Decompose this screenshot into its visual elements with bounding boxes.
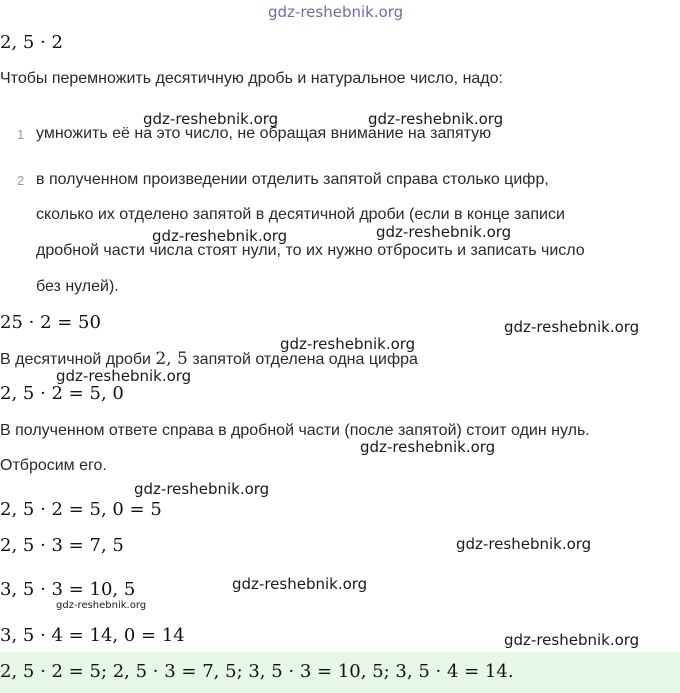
note-text: В десятичной дроби — [0, 351, 151, 368]
calc-line: 2, 5 · 3 = 7, 5 — [0, 535, 124, 556]
calc-line: 3, 5 · 4 = 14, 0 = 14 — [0, 625, 185, 646]
step-number: 1 — [17, 127, 25, 142]
answer-line: 2, 5 · 2 = 5; 2, 5 · 3 = 7, 5; 3, 5 · 3 = 10, 5; 3, 5 · 4 = 14. — [0, 661, 514, 682]
watermark: gdz-reshebnik.org — [368, 110, 504, 128]
watermark: gdz-reshebnik.org — [504, 631, 640, 649]
problem-expression: 2, 5 · 2 — [0, 32, 63, 53]
note-line: В полученном ответе справа в дробной части (после запятой) стоит один нуль. — [0, 422, 590, 439]
watermark: gdz-reshebnik.org — [56, 367, 192, 385]
step-text-line: сколько их отделено запятой в десятичной дроби (если в конце записи — [36, 206, 565, 223]
watermark: gdz-reshebnik.org — [56, 600, 147, 611]
note-text: запятой отделена одна цифра — [192, 351, 418, 368]
watermark: gdz-reshebnik.org — [360, 438, 496, 456]
watermark: gdz-reshebnik.org — [504, 318, 640, 336]
calc-line: 3, 5 · 3 = 10, 5 — [0, 579, 136, 600]
watermark: gdz-reshebnik.org — [376, 223, 512, 241]
watermark: gdz-reshebnik.org — [456, 535, 592, 553]
watermark: gdz-reshebnik.org — [152, 227, 288, 245]
watermark: gdz-reshebnik.org — [134, 480, 270, 498]
watermark: gdz-reshebnik.org — [232, 575, 368, 593]
watermark-top: gdz-reshebnik.org — [268, 3, 404, 21]
calc-line: 25 · 2 = 50 — [0, 312, 101, 333]
rule-intro: Чтобы перемножить десятичную дробь и натуральное число, надо: — [0, 70, 503, 87]
watermark: gdz-reshebnik.org — [280, 335, 416, 353]
watermark: gdz-reshebnik.org — [143, 110, 279, 128]
note-line: Отбросим его. — [0, 457, 107, 474]
step-number: 2 — [17, 173, 25, 188]
inline-math: 2, 5 — [155, 349, 188, 369]
calc-line: 2, 5 · 2 = 5, 0 = 5 — [0, 499, 162, 520]
step-text-line: дробной части числа стоят нули, то их нужно отбросить и записать число — [36, 242, 585, 259]
step-text-line: без нулей). — [36, 278, 119, 295]
step-text: умножить её на это число, не обращая внимание на запятую — [36, 125, 492, 142]
step-text-line: в полученном произведении отделить запятой справа столько цифр, — [36, 171, 549, 188]
calc-line: 2, 5 · 2 = 5, 0 — [0, 383, 124, 404]
